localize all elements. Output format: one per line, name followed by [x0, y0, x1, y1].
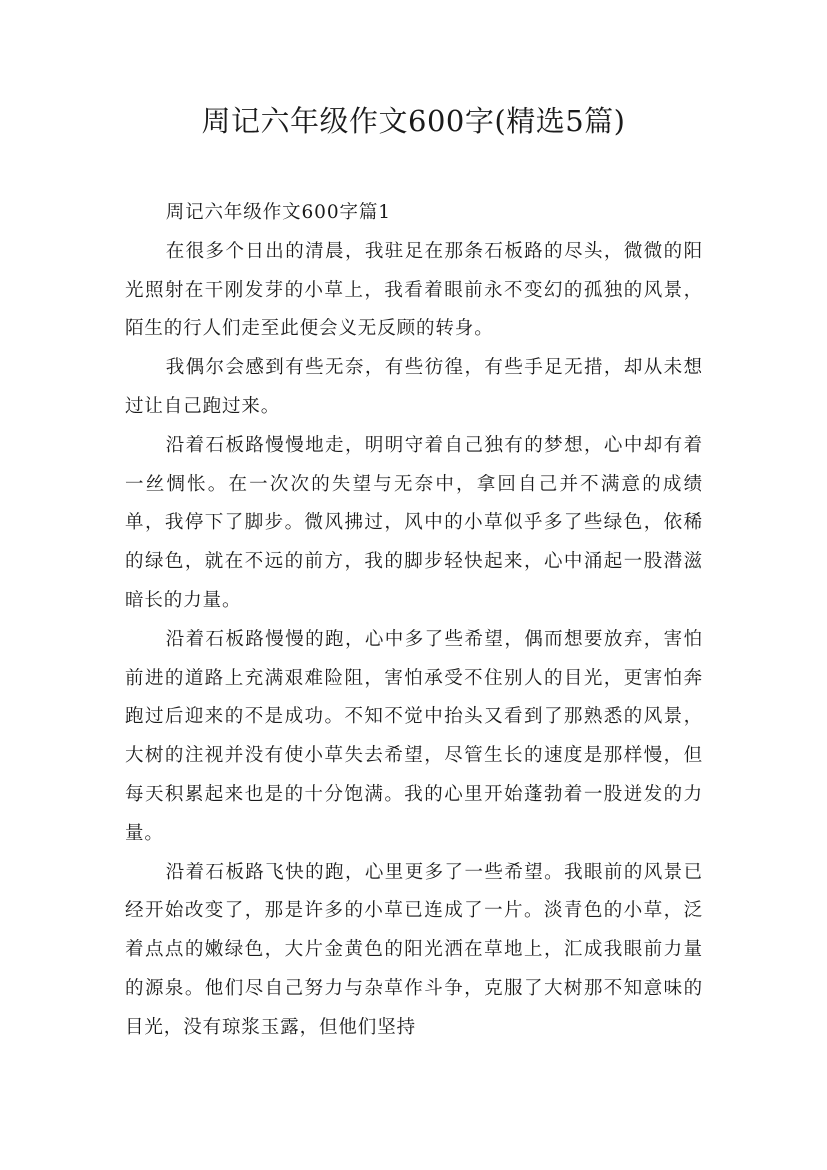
paragraph: 我偶尔会感到有些无奈，有些彷徨，有些手足无措，却从未想过让自己跑过来。: [125, 357, 703, 417]
paragraph: 沿着石板路慢慢地走，明明守着自己独有的梦想，心中却有着一丝惆怅。在一次次的失望与无奈中，拿回自己并不满意的成绩单，我停下了脚步。微风拂过，风中的小草似乎多了些绿色，依稀的绿色，就在不远的前方，我的脚步轻快起来，心中涌起一股潜滋暗长的力量。: [125, 434, 703, 611]
paragraph: 沿着石板路慢慢的跑，心中多了些希望，偶而想要放弃，害怕前进的道路上充满艰难险阻，害怕承受不住别人的目光，更害怕奔跑过后迎来的不是成功。不知不觉中抬头又看到了那熟悉的风景，大树的注视并没有使小草失去希望，尽管生长的速度是那样慢，但每天积累起来也是的十分饱满。我的心里开始蓬勃着一股迸发的力量。: [125, 628, 703, 844]
paragraph: 沿着石板路飞快的跑，心里更多了一些希望。我眼前的风景已经开始改变了，那是许多的小草已连成了一片。淡青色的小草，泛着点点的嫩绿色，大片金黄色的阳光洒在草地上，汇成我眼前力量的源泉。他们尽自己努力与杂草作斗争，克服了大树那不知意味的目光，没有琼浆玉露，但他们坚持: [125, 861, 703, 1038]
section-heading: 周记六年级作文600字篇1: [165, 202, 391, 223]
page-title: 周记六年级作文600字(精选5篇): [201, 104, 626, 138]
paragraph: 在很多个日出的清晨，我驻足在那条石板路的尽头，微微的阳光照射在干刚发芽的小草上，我看着眼前永不变幻的孤独的风景，陌生的行人们走至此便会义无反顾的转身。: [125, 240, 703, 340]
document-body: [125, 194, 703, 1048]
